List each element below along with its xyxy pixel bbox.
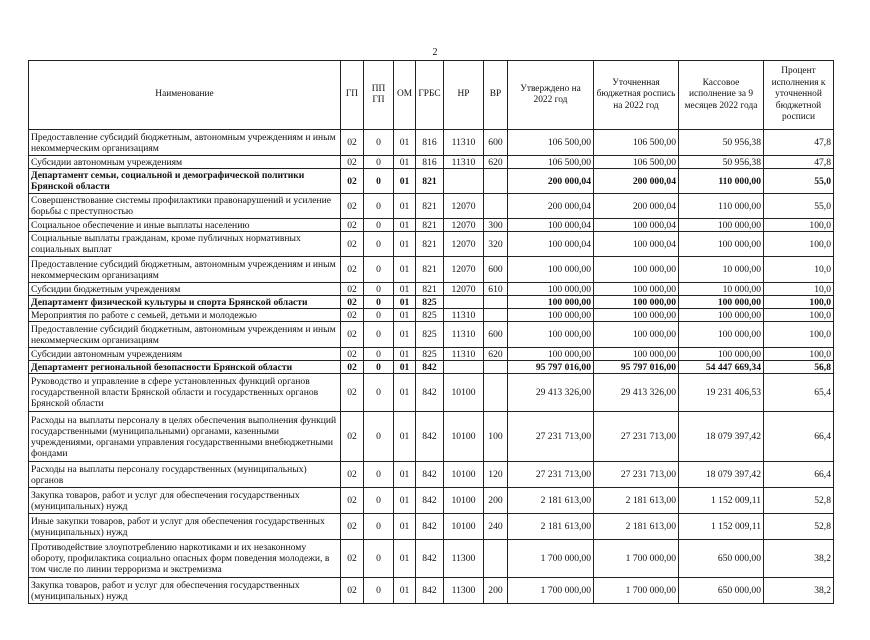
table-row <box>29 156 834 169</box>
cell-om: 01 <box>394 361 416 374</box>
cell-grbs: 821 <box>416 283 444 296</box>
cell-om: 01 <box>394 257 416 283</box>
cell-gp: 02 <box>341 156 364 169</box>
cell-vr <box>484 361 508 374</box>
cell-cash: 10 000,00 <box>679 283 764 296</box>
cell-vr <box>484 169 508 194</box>
cell-approved: 29 413 326,00 <box>508 374 594 412</box>
table-row <box>29 219 834 232</box>
cell-percent: 52,8 <box>764 488 834 514</box>
cell-np: 11310 <box>444 130 484 156</box>
cell-approved: 200 000,04 <box>508 169 594 194</box>
cell-om: 01 <box>394 578 416 604</box>
cell-gp: 02 <box>341 462 364 488</box>
cell-np <box>444 296 484 309</box>
cell-gp: 02 <box>341 322 364 348</box>
cell-grbs: 821 <box>416 219 444 232</box>
cell-cash: 50 956,38 <box>679 156 764 169</box>
table-row <box>29 348 834 361</box>
cell-name: Иные закупки товаров, работ и услуг для обеспечения государственных (муниципальных) нужд <box>29 514 341 540</box>
cell-name: Предоставление субсидий бюджетным, автономным учреждениям и иным некоммерческим организациям <box>29 322 341 348</box>
cell-vr <box>484 374 508 412</box>
cell-ppgp: 0 <box>364 412 394 462</box>
cell-grbs: 842 <box>416 578 444 604</box>
cell-name: Расходы на выплаты персоналу в целях обеспечения выполнения функций государственными (муниципальными) органами, казенными учреждениями, органами управления государственными внебюджетными фондами <box>29 412 341 462</box>
cell-approved: 27 231 713,00 <box>508 412 594 462</box>
cell-percent: 66,4 <box>764 412 834 462</box>
cell-approved: 100 000,00 <box>508 322 594 348</box>
cell-vr: 120 <box>484 462 508 488</box>
cell-refined: 27 231 713,00 <box>594 462 679 488</box>
cell-gp: 02 <box>341 412 364 462</box>
cell-gp: 02 <box>341 257 364 283</box>
cell-vr <box>484 194 508 219</box>
header-percent: Процент исполнения к уточненной бюджетной росписи <box>764 61 834 130</box>
cell-gp: 02 <box>341 374 364 412</box>
cell-gp: 02 <box>341 309 364 322</box>
header-grbs: ГРБС <box>416 61 444 130</box>
cell-approved: 100 000,00 <box>508 283 594 296</box>
cell-gp: 02 <box>341 514 364 540</box>
table-row <box>29 296 834 309</box>
header-refined: Уточненная бюджетная роспись на 2022 год <box>594 61 679 130</box>
cell-gp: 02 <box>341 130 364 156</box>
cell-np: 10100 <box>444 462 484 488</box>
page-number: 2 <box>432 47 438 58</box>
cell-np: 11310 <box>444 322 484 348</box>
cell-om: 01 <box>394 322 416 348</box>
cell-vr: 610 <box>484 283 508 296</box>
cell-cash: 54 447 669,34 <box>679 361 764 374</box>
cell-percent: 38,2 <box>764 578 834 604</box>
cell-vr: 600 <box>484 130 508 156</box>
cell-om: 01 <box>394 130 416 156</box>
cell-name: Субсидии автономным учреждениям <box>29 348 341 361</box>
cell-ppgp: 0 <box>364 283 394 296</box>
cell-approved: 100 000,00 <box>508 296 594 309</box>
cell-approved: 100 000,04 <box>508 219 594 232</box>
cell-om: 01 <box>394 194 416 219</box>
cell-refined: 100 000,00 <box>594 322 679 348</box>
table-row <box>29 488 834 514</box>
cell-approved: 1 700 000,00 <box>508 578 594 604</box>
cell-ppgp: 0 <box>364 194 394 219</box>
cell-name: Социальные выплаты гражданам, кроме публичных нормативных социальных выплат <box>29 232 341 257</box>
cell-grbs: 825 <box>416 348 444 361</box>
cell-refined: 200 000,04 <box>594 194 679 219</box>
table-row <box>29 412 834 462</box>
header-om: ОМ <box>394 61 416 130</box>
cell-cash: 110 000,00 <box>679 169 764 194</box>
cell-approved: 2 181 613,00 <box>508 514 594 540</box>
cell-approved: 100 000,00 <box>508 257 594 283</box>
cell-percent: 52,8 <box>764 514 834 540</box>
cell-percent: 65,4 <box>764 374 834 412</box>
cell-percent: 100,0 <box>764 309 834 322</box>
table-row <box>29 283 834 296</box>
cell-name: Противодействие злоупотреблению наркотиками и их незаконному обороту, профилактика социально опасных форм поведения молодежи, в том числе по линии терроризма и экстремизма <box>29 540 341 578</box>
cell-vr: 200 <box>484 488 508 514</box>
cell-percent: 55,0 <box>764 194 834 219</box>
cell-ppgp: 0 <box>364 374 394 412</box>
cell-om: 01 <box>394 169 416 194</box>
cell-gp: 02 <box>341 283 364 296</box>
cell-np: 11310 <box>444 348 484 361</box>
cell-name: Субсидии автономным учреждениям <box>29 156 341 169</box>
cell-gp: 02 <box>341 296 364 309</box>
cell-vr <box>484 540 508 578</box>
cell-np: 12070 <box>444 194 484 219</box>
cell-cash: 19 231 406,53 <box>679 374 764 412</box>
cell-np: 10100 <box>444 514 484 540</box>
cell-cash: 100 000,00 <box>679 309 764 322</box>
cell-np <box>444 169 484 194</box>
cell-percent: 10,0 <box>764 257 834 283</box>
cell-name: Мероприятия по работе с семьей, детьми и молодежью <box>29 309 341 322</box>
cell-refined: 100 000,04 <box>594 232 679 257</box>
cell-refined: 1 700 000,00 <box>594 540 679 578</box>
cell-name: Предоставление субсидий бюджетным, автономным учреждениям и иным некоммерческим организациям <box>29 257 341 283</box>
cell-grbs: 821 <box>416 257 444 283</box>
cell-ppgp: 0 <box>364 514 394 540</box>
header-ppgp: ПП ГП <box>364 61 394 130</box>
cell-refined: 2 181 613,00 <box>594 514 679 540</box>
cell-approved: 2 181 613,00 <box>508 488 594 514</box>
cell-cash: 110 000,00 <box>679 194 764 219</box>
cell-grbs: 842 <box>416 374 444 412</box>
cell-refined: 27 231 713,00 <box>594 412 679 462</box>
cell-vr <box>484 296 508 309</box>
cell-ppgp: 0 <box>364 232 394 257</box>
cell-name: Закупка товаров, работ и услуг для обеспечения государственных (муниципальных) нужд <box>29 578 341 604</box>
cell-name: Субсидии бюджетным учреждениям <box>29 283 341 296</box>
table-row <box>29 514 834 540</box>
cell-cash: 18 079 397,42 <box>679 412 764 462</box>
cell-np: 11300 <box>444 578 484 604</box>
cell-om: 01 <box>394 309 416 322</box>
cell-vr: 100 <box>484 412 508 462</box>
cell-vr: 200 <box>484 578 508 604</box>
cell-refined: 100 000,00 <box>594 309 679 322</box>
cell-vr: 620 <box>484 156 508 169</box>
cell-om: 01 <box>394 412 416 462</box>
cell-cash: 100 000,00 <box>679 322 764 348</box>
cell-name: Руководство и управление в сфере установленных функций органов государственной власти Брянской области и государственных органов Брянской области <box>29 374 341 412</box>
cell-name: Департамент семьи, социальной и демографической политики Брянской области <box>29 169 341 194</box>
cell-gp: 02 <box>341 232 364 257</box>
cell-om: 01 <box>394 156 416 169</box>
cell-cash: 10 000,00 <box>679 257 764 283</box>
cell-np: 11300 <box>444 540 484 578</box>
cell-om: 01 <box>394 462 416 488</box>
cell-np: 11310 <box>444 156 484 169</box>
cell-om: 01 <box>394 219 416 232</box>
cell-om: 01 <box>394 374 416 412</box>
cell-np: 10100 <box>444 488 484 514</box>
cell-grbs: 842 <box>416 514 444 540</box>
cell-om: 01 <box>394 283 416 296</box>
cell-approved: 200 000,04 <box>508 194 594 219</box>
cell-ppgp: 0 <box>364 578 394 604</box>
cell-grbs: 842 <box>416 540 444 578</box>
cell-vr: 600 <box>484 257 508 283</box>
table-row <box>29 130 834 156</box>
cell-np: 10100 <box>444 374 484 412</box>
cell-ppgp: 0 <box>364 219 394 232</box>
cell-grbs: 816 <box>416 156 444 169</box>
cell-gp: 02 <box>341 488 364 514</box>
cell-percent: 100,0 <box>764 219 834 232</box>
cell-refined: 1 700 000,00 <box>594 578 679 604</box>
cell-cash: 100 000,00 <box>679 232 764 257</box>
cell-grbs: 821 <box>416 169 444 194</box>
cell-np: 12070 <box>444 283 484 296</box>
table-row <box>29 578 834 604</box>
header-cash: Кассовое исполнение за 9 месяцев 2022 года <box>679 61 764 130</box>
table-row <box>29 257 834 283</box>
cell-ppgp: 0 <box>364 361 394 374</box>
cell-vr: 300 <box>484 219 508 232</box>
cell-vr: 600 <box>484 322 508 348</box>
cell-refined: 200 000,04 <box>594 169 679 194</box>
cell-ppgp: 0 <box>364 322 394 348</box>
cell-percent: 55,0 <box>764 169 834 194</box>
cell-name: Закупка товаров, работ и услуг для обеспечения государственных (муниципальных) нужд <box>29 488 341 514</box>
cell-cash: 50 956,38 <box>679 130 764 156</box>
cell-name: Департамент региональной безопасности Брянской области <box>29 361 341 374</box>
budget-table <box>28 60 834 604</box>
cell-refined: 29 413 326,00 <box>594 374 679 412</box>
cell-refined: 95 797 016,00 <box>594 361 679 374</box>
cell-approved: 100 000,00 <box>508 309 594 322</box>
cell-approved: 95 797 016,00 <box>508 361 594 374</box>
cell-refined: 100 000,00 <box>594 283 679 296</box>
cell-approved: 1 700 000,00 <box>508 540 594 578</box>
cell-cash: 100 000,00 <box>679 296 764 309</box>
cell-ppgp: 0 <box>364 156 394 169</box>
header-gp: ГП <box>341 61 364 130</box>
cell-grbs: 825 <box>416 296 444 309</box>
cell-ppgp: 0 <box>364 462 394 488</box>
cell-np: 12070 <box>444 257 484 283</box>
cell-percent: 100,0 <box>764 296 834 309</box>
cell-ppgp: 0 <box>364 309 394 322</box>
table-row <box>29 322 834 348</box>
cell-percent: 100,0 <box>764 232 834 257</box>
cell-percent: 38,2 <box>764 540 834 578</box>
cell-refined: 106 500,00 <box>594 130 679 156</box>
cell-cash: 18 079 397,42 <box>679 462 764 488</box>
table-row <box>29 361 834 374</box>
cell-percent: 66,4 <box>764 462 834 488</box>
cell-om: 01 <box>394 348 416 361</box>
cell-np: 11310 <box>444 309 484 322</box>
cell-np: 10100 <box>444 412 484 462</box>
cell-np: 12070 <box>444 219 484 232</box>
cell-name: Предоставление субсидий бюджетным, автономным учреждениям и иным некоммерческим организациям <box>29 130 341 156</box>
cell-cash: 650 000,00 <box>679 540 764 578</box>
cell-np: 12070 <box>444 232 484 257</box>
cell-grbs: 842 <box>416 488 444 514</box>
cell-percent: 100,0 <box>764 322 834 348</box>
cell-approved: 106 500,00 <box>508 156 594 169</box>
header-vr: ВР <box>484 61 508 130</box>
cell-percent: 56,8 <box>764 361 834 374</box>
cell-percent: 47,8 <box>764 156 834 169</box>
cell-grbs: 842 <box>416 412 444 462</box>
cell-grbs: 825 <box>416 309 444 322</box>
header-np: НР <box>444 61 484 130</box>
cell-refined: 100 000,00 <box>594 257 679 283</box>
cell-gp: 02 <box>341 540 364 578</box>
cell-cash: 1 152 009,11 <box>679 514 764 540</box>
cell-gp: 02 <box>341 348 364 361</box>
cell-refined: 106 500,00 <box>594 156 679 169</box>
cell-refined: 100 000,04 <box>594 219 679 232</box>
cell-name: Расходы на выплаты персоналу государственных (муниципальных) органов <box>29 462 341 488</box>
cell-vr <box>484 309 508 322</box>
cell-cash: 100 000,00 <box>679 348 764 361</box>
cell-grbs: 816 <box>416 130 444 156</box>
cell-approved: 100 000,04 <box>508 232 594 257</box>
cell-approved: 100 000,00 <box>508 348 594 361</box>
cell-grbs: 821 <box>416 232 444 257</box>
cell-gp: 02 <box>341 219 364 232</box>
cell-vr: 320 <box>484 232 508 257</box>
table-row <box>29 232 834 257</box>
cell-percent: 10,0 <box>764 283 834 296</box>
cell-ppgp: 0 <box>364 540 394 578</box>
cell-ppgp: 0 <box>364 348 394 361</box>
table-row <box>29 309 834 322</box>
cell-percent: 47,8 <box>764 130 834 156</box>
cell-om: 01 <box>394 232 416 257</box>
table-row <box>29 374 834 412</box>
table-row <box>29 169 834 194</box>
cell-gp: 02 <box>341 169 364 194</box>
cell-approved: 27 231 713,00 <box>508 462 594 488</box>
cell-cash: 650 000,00 <box>679 578 764 604</box>
cell-ppgp: 0 <box>364 130 394 156</box>
cell-refined: 100 000,00 <box>594 348 679 361</box>
cell-cash: 1 152 009,11 <box>679 488 764 514</box>
cell-name: Департамент физической культуры и спорта Брянской области <box>29 296 341 309</box>
cell-refined: 2 181 613,00 <box>594 488 679 514</box>
cell-gp: 02 <box>341 578 364 604</box>
cell-ppgp: 0 <box>364 488 394 514</box>
cell-gp: 02 <box>341 361 364 374</box>
cell-ppgp: 0 <box>364 257 394 283</box>
cell-grbs: 842 <box>416 462 444 488</box>
cell-name: Совершенствование системы профилактики правонарушений и усиление борьбы с преступностью <box>29 194 341 219</box>
cell-grbs: 825 <box>416 322 444 348</box>
cell-vr: 620 <box>484 348 508 361</box>
cell-om: 01 <box>394 296 416 309</box>
cell-percent: 100,0 <box>764 348 834 361</box>
table-row <box>29 462 834 488</box>
cell-approved: 106 500,00 <box>508 130 594 156</box>
cell-ppgp: 0 <box>364 169 394 194</box>
cell-refined: 100 000,00 <box>594 296 679 309</box>
cell-grbs: 821 <box>416 194 444 219</box>
cell-ppgp: 0 <box>364 296 394 309</box>
header-row <box>29 61 834 130</box>
cell-gp: 02 <box>341 194 364 219</box>
header-approved: Утверждено на 2022 год <box>508 61 594 130</box>
cell-name: Социальное обеспечение и иные выплаты населению <box>29 219 341 232</box>
table-row <box>29 540 834 578</box>
table-row <box>29 194 834 219</box>
cell-om: 01 <box>394 540 416 578</box>
cell-cash: 100 000,00 <box>679 219 764 232</box>
cell-vr: 240 <box>484 514 508 540</box>
cell-om: 01 <box>394 514 416 540</box>
cell-np <box>444 361 484 374</box>
cell-om: 01 <box>394 488 416 514</box>
cell-grbs: 842 <box>416 361 444 374</box>
header-name: Наименование <box>29 61 341 130</box>
